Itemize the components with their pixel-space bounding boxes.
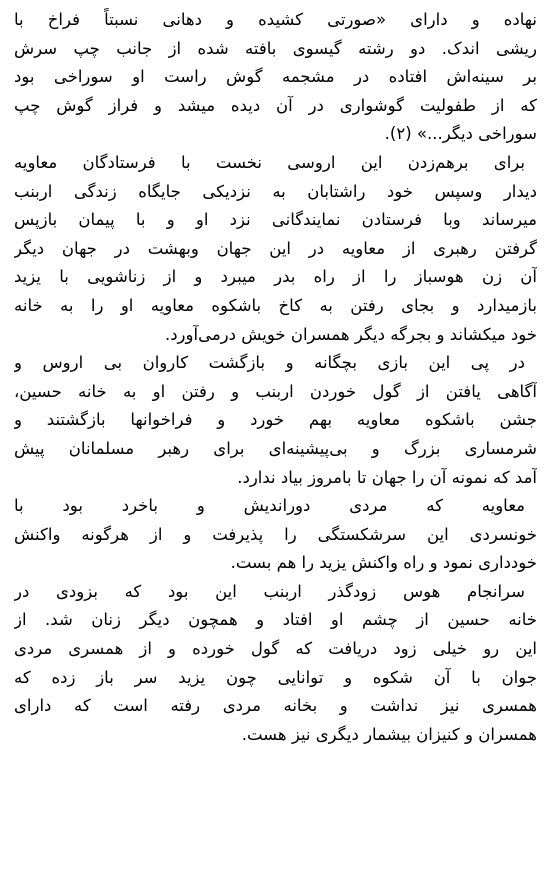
text-line: سرانجام هوس زودگذر اربنب این بود که بزودی در — [14, 581, 525, 601]
text-line: خود میکشاند و بجرگه دیگر همسران خویش درمی‌آورد. — [164, 324, 537, 344]
text-line: دیدار وسپس خود راشتابان به نزدیکی جایگاه زندگی اربنب — [14, 181, 537, 201]
text-line: بر سینه‌اش افتاده در مشجمه گوش راست او سوراخی بود — [14, 67, 537, 87]
text-line: جوان با آن شکوه و توانایی چون یزید سر باز زده که — [14, 667, 537, 687]
text-line: آن زن هوسباز را از راه بدر میبرد و از زناشویی با یزید — [14, 267, 537, 287]
text-line: آمد که نمونه آن را جهان تا بامروز بیاد ندارد. — [237, 467, 537, 487]
text-line: که از طفولیت گوشواری در آن دیده میشد و فراز گوش چپ — [14, 95, 537, 115]
text-line: معاویه که مردی دوراندیش و باخرد بود با — [14, 496, 525, 516]
text-line: میرساند وبا فرستادن نمایندگانی نزد او و با پیمان بازپس — [14, 210, 537, 230]
text-line: در پی این بازی بچگانه و بازگشت کاروان بی اروس و — [14, 353, 525, 373]
text-line: شرمساری بزرگ و بی‌پیشینه‌ای برای رهبر مسلمانان پیش — [14, 438, 537, 458]
paragraph-1 — [14, 6, 537, 149]
text-line: خونسردی این سرشکستگی را پذیرفت و از هرگونه واکنش — [14, 524, 537, 544]
text-line: برای برهم‌زدن این اروسی نخست با فرستادگان معاویه — [14, 152, 525, 172]
paragraph-3 — [14, 349, 537, 492]
text-line: آگاهی یافتن از گول خوردن اربنب و رفتن او به خانه حسین، — [14, 381, 537, 401]
text-line: ریشی اندک. دو رشته گیسوی بافته شده از جانب چپ سرش — [14, 38, 537, 58]
paragraph-2 — [14, 149, 537, 349]
paragraph-4 — [14, 492, 537, 578]
text-line: همسران و کنیزان بیشمار دیگری نیز هست. — [241, 724, 537, 744]
text-line: نهاده و دارای «صورتی کشیده و دهانی نسبتاً فراخ با — [14, 10, 537, 29]
text-line: این رو خیلی زود دریافت که گول خورده و از همسری مردی — [14, 639, 537, 659]
text-line: بازمیدارد و بجای رفتن به کاخ باشکوه معاویه او را به خانه — [14, 295, 537, 315]
text-line: خانه حسین از چشم او افتاد و همچون دیگر زنان شد. از — [14, 610, 537, 630]
text-line: جشن باشکوه معاویه بهم خورد و فراخوانها بازگشتند و — [14, 410, 537, 430]
paragraph-5 — [14, 578, 537, 750]
text-line: خودداری نمود و راه واکنش یزید را هم بست. — [230, 553, 537, 573]
text-line: همسری نیز نداشت و بخانه مردی رفته است که دارای — [14, 696, 537, 716]
text-line: گرفتن رهبری از معاویه در این جهان وبهشت در جهان دیگر — [14, 238, 537, 258]
text-line: سوراخی دیگر...» (۲). — [384, 124, 537, 144]
